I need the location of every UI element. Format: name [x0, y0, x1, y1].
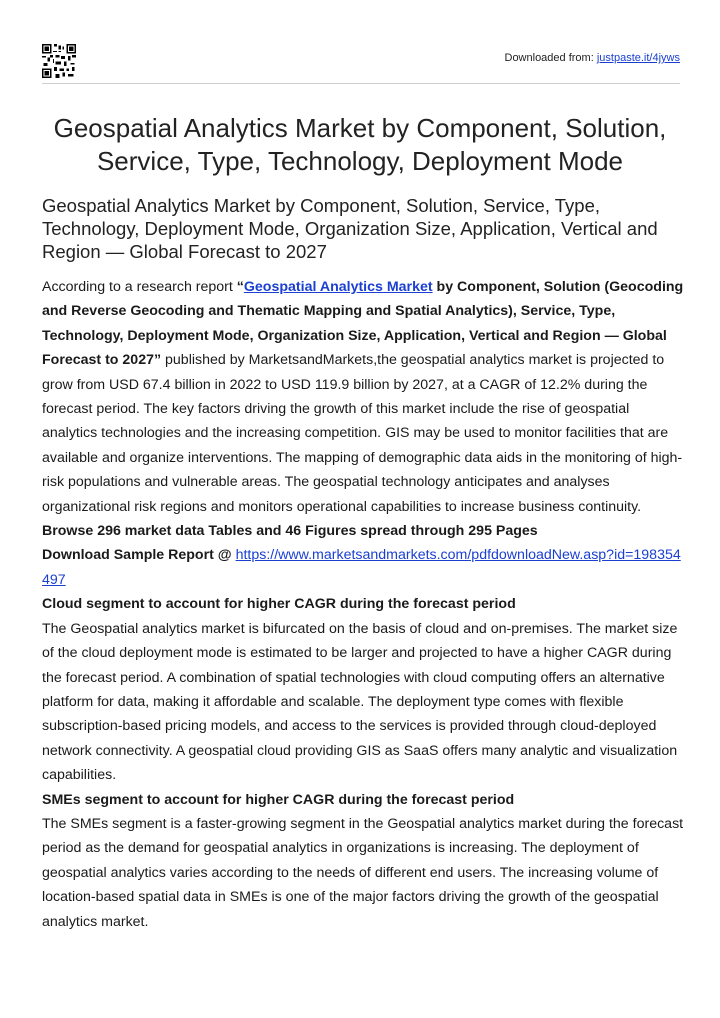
download-source — [505, 52, 681, 64]
section-text-smes: The SMEs segment is a faster-growing segment in the Geospatial analytics market during the forecast period as the demand for geospatial analytics in organizations is increasing. The deployment of geospatial analytics varies according to the needs of different end users. The increasing volume of location-based spatial data in SMEs is one of the major factors driving the growth of the geospatial analytics market. — [42, 815, 684, 930]
intro-paragraph — [42, 275, 684, 519]
intro-open-quote: “ — [236, 279, 244, 295]
section-heading-cloud: Cloud segment to account for higher CAGR during the forecast period — [42, 596, 516, 613]
sample-report-link[interactable]: https://www.marketsandmarkets.com/pdfdownloadNew.asp?id=198354497 — [42, 547, 681, 588]
downloaded-from-label: Downloaded from: — [504, 52, 594, 64]
sample-label: Download Sample Report @ — [42, 547, 236, 564]
section-heading-smes: SMEs segment to account for higher CAGR during the forecast period — [42, 791, 515, 808]
qr-code-icon — [42, 44, 76, 78]
source-link[interactable]: justpaste.it/4jyws — [596, 52, 680, 64]
sample-line — [42, 543, 684, 592]
report-link[interactable]: Geospatial Analytics Market — [243, 279, 433, 295]
article-body — [42, 275, 684, 934]
intro-report-title: by Component, Solution (Geocoding and Reverse Geocoding and Thematic Mapping and Spatial Analytics), Service, Type, Technology, Deployment Mode, Organization Size, Application, Vertical and Region — Global Forecast to 2027” — [42, 279, 684, 369]
header-divider — [42, 83, 680, 84]
intro-body: published by MarketsandMarkets,the geospatial analytics market is projected to grow from USD 67.4 billion in 2022 to USD 119.9 billion by 2027, at a CAGR of 12.2% during the forecast period. The key factors driving the growth of this market include the rise of geospatial analytics technologies and the increasing competition. GIS may be used to monitor facilities that are available and organize interventions. The mapping of demographic data aids in the monitoring of high-risk populations and vulnerable areas. The geospatial technology anticipates and analyses organizational risk regions and monitors operational capabilities to increase business continuity. — [42, 352, 683, 515]
page-title: Geospatial Analytics Market by Component, Solution, Service, Type, Technology, Deployment Mode — [53, 113, 667, 176]
page-subtitle: Geospatial Analytics Market by Component, Solution, Service, Type, Technology, Deployment Mode, Organization Size, Application, Vertical and Region — Global Forecast to 2027 — [42, 195, 658, 262]
intro-lead: According to a research report — [42, 279, 237, 295]
section-text-cloud: The Geospatial analytics market is bifurcated on the basis of cloud and on-premises. The market size of the cloud deployment mode is estimated to be larger and projected to have a higher CAGR during the forecast period. A combination of spatial technologies with cloud computing offers an alternative platform for data, making it affordable and scalable. The deployment type comes with flexible subscription-based pricing models, and access to the services is provided through cloud-deployed network connectivity. A geospatial cloud providing GIS as SaaS offers many analytic and visualization capabilities. — [42, 620, 678, 784]
browse-line: Browse 296 market data Tables and 46 Figures spread through 295 Pages — [42, 523, 538, 540]
